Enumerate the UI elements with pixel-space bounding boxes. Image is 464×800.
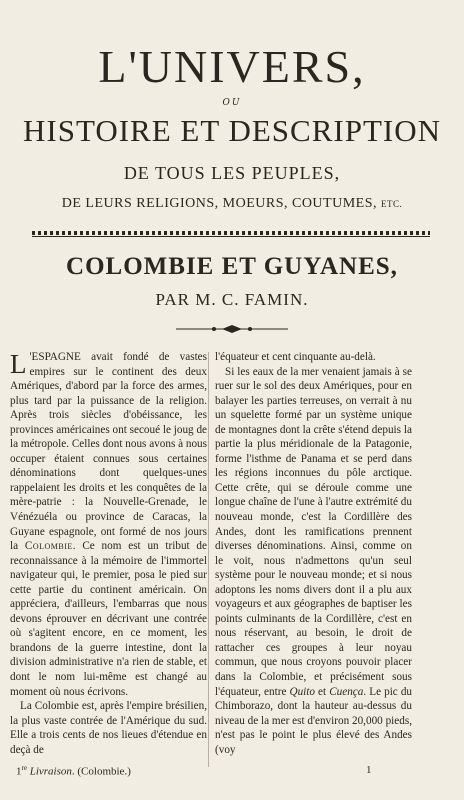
- ornament-divider-icon: [174, 325, 290, 333]
- title-conjunction: OU: [222, 98, 242, 108]
- column-divider: [208, 352, 209, 767]
- book-title: L'UNIVERS,: [98, 41, 366, 92]
- text-column-left: [10, 350, 207, 757]
- subtitle-etc: ETC.: [380, 199, 403, 209]
- section-title: COLOMBIE ET GUYANES,: [66, 253, 398, 280]
- decorative-dotted-rule: [32, 231, 430, 235]
- footer-livraison: Livraison: [29, 765, 72, 778]
- subtitle-line3-text: DE LEURS RELIGIONS, MOEURS, COUTUMES,: [61, 196, 377, 211]
- book-subtitle-line3: [0, 196, 464, 212]
- footer-signature: [16, 764, 131, 778]
- book-subtitle: HISTOIRE ET DESCRIPTION: [23, 113, 441, 148]
- footer-superscript: re: [21, 764, 27, 772]
- text-column-right: [215, 350, 412, 757]
- section-author: PAR M. C. FAMIN.: [155, 290, 309, 309]
- footer-rest: . (Colombie.): [71, 765, 131, 778]
- paragraph-text: et: [314, 685, 330, 698]
- footer-number: 1: [16, 765, 22, 778]
- place-name-italic: Quito: [289, 685, 315, 698]
- paragraph-text: . Le pic du Chimborazo, dont la hauteur au-dessus du niveau de la mer est d'environ 20,000 pieds, n'est pas le point le plus élevé des Andes (voy: [215, 685, 413, 756]
- paragraph: [215, 365, 412, 758]
- page-number: 1: [366, 764, 372, 776]
- place-name-italic: Cuença: [329, 685, 364, 698]
- drop-cap: L: [10, 349, 27, 379]
- paragraph-text: . Ce nom est un tribut de reconnaissance à la mémoire de l'immortel navigateur qui, le premier, posa le pied sur cette partie du continent américain. On appréciera, d'ailleurs, l'embarras que nous devons éprouver en décrivant une contrée où s'agitent encore, en ce moment, les brandons de la guerre intestine, dont la division administrative n'a rien de stable, et dont le nom lui-même est changé au moment où nous écrivons.: [10, 540, 207, 698]
- paragraph-text: Si les eaux de la mer venaient jamais à se ruer sur le sol des deux Amériques, pour en balayer les parties terreuses, on verrait à nu un squelette formé par un système unique de montagnes dont la crête s'étend depuis la partie la plus méridionale de la Patagonie, forme l'isthme de Panama et se perd dans les régions inconnues du pôle arctique. Cette crête, qui se déroule comme une longue chaîne de l'une à l'autre extrémité du nouveau monde, c'est la Cordillère des Andes, dont les ramifications prennent diverses dénominations. Ainsi, comme on le voit, nous n'admettons qu'un seul système pour le nouveau monde; et si nous adoptons les noms divers dont il a plu aux voyageurs et aux géographes de baptiser les points culminants de la Cordillère, c'est en nous réservant, au besoin, le droit de rattacher ces groupes à leur noyau commun, que nous croyons pouvoir placer dans la Colombie, et précisément sous l'équateur, entre: [215, 365, 412, 698]
- book-subtitle-line2: DE TOUS LES PEUPLES,: [123, 163, 341, 183]
- paragraph-text: 'ESPAGNE avait fondé de vastes empires sur le continent des deux Amériques, d'abord par la force des armes, plus tard par la puissance de la religion. Après trois siècles d'obéissance, les provinces américaines ont secoué le joug de la métropole. Celles dont nous avons à nous occuper étaient connues sous certaines dénominations dont quelques-unes rappelaient les droits et les conquêtes de la mère-patrie : la Nouvelle-Grenade, le Vénézuéla ou province de Caracas, la Guyane espagnole, ont formé de nos jours la: [10, 351, 207, 553]
- paragraph-text-smallcaps: Colombie: [24, 540, 73, 553]
- paragraph: l'équateur et cent cinquante au-delà.: [215, 351, 376, 363]
- paragraph: La Colombie est, après l'empire brésilien, la plus vaste contrée de l'Amérique du sud. Elle a trois cents de nos lieues d'étendue en deçà de: [10, 700, 207, 756]
- decorative-line-rule: [32, 236, 430, 237]
- paragraph: [10, 350, 207, 699]
